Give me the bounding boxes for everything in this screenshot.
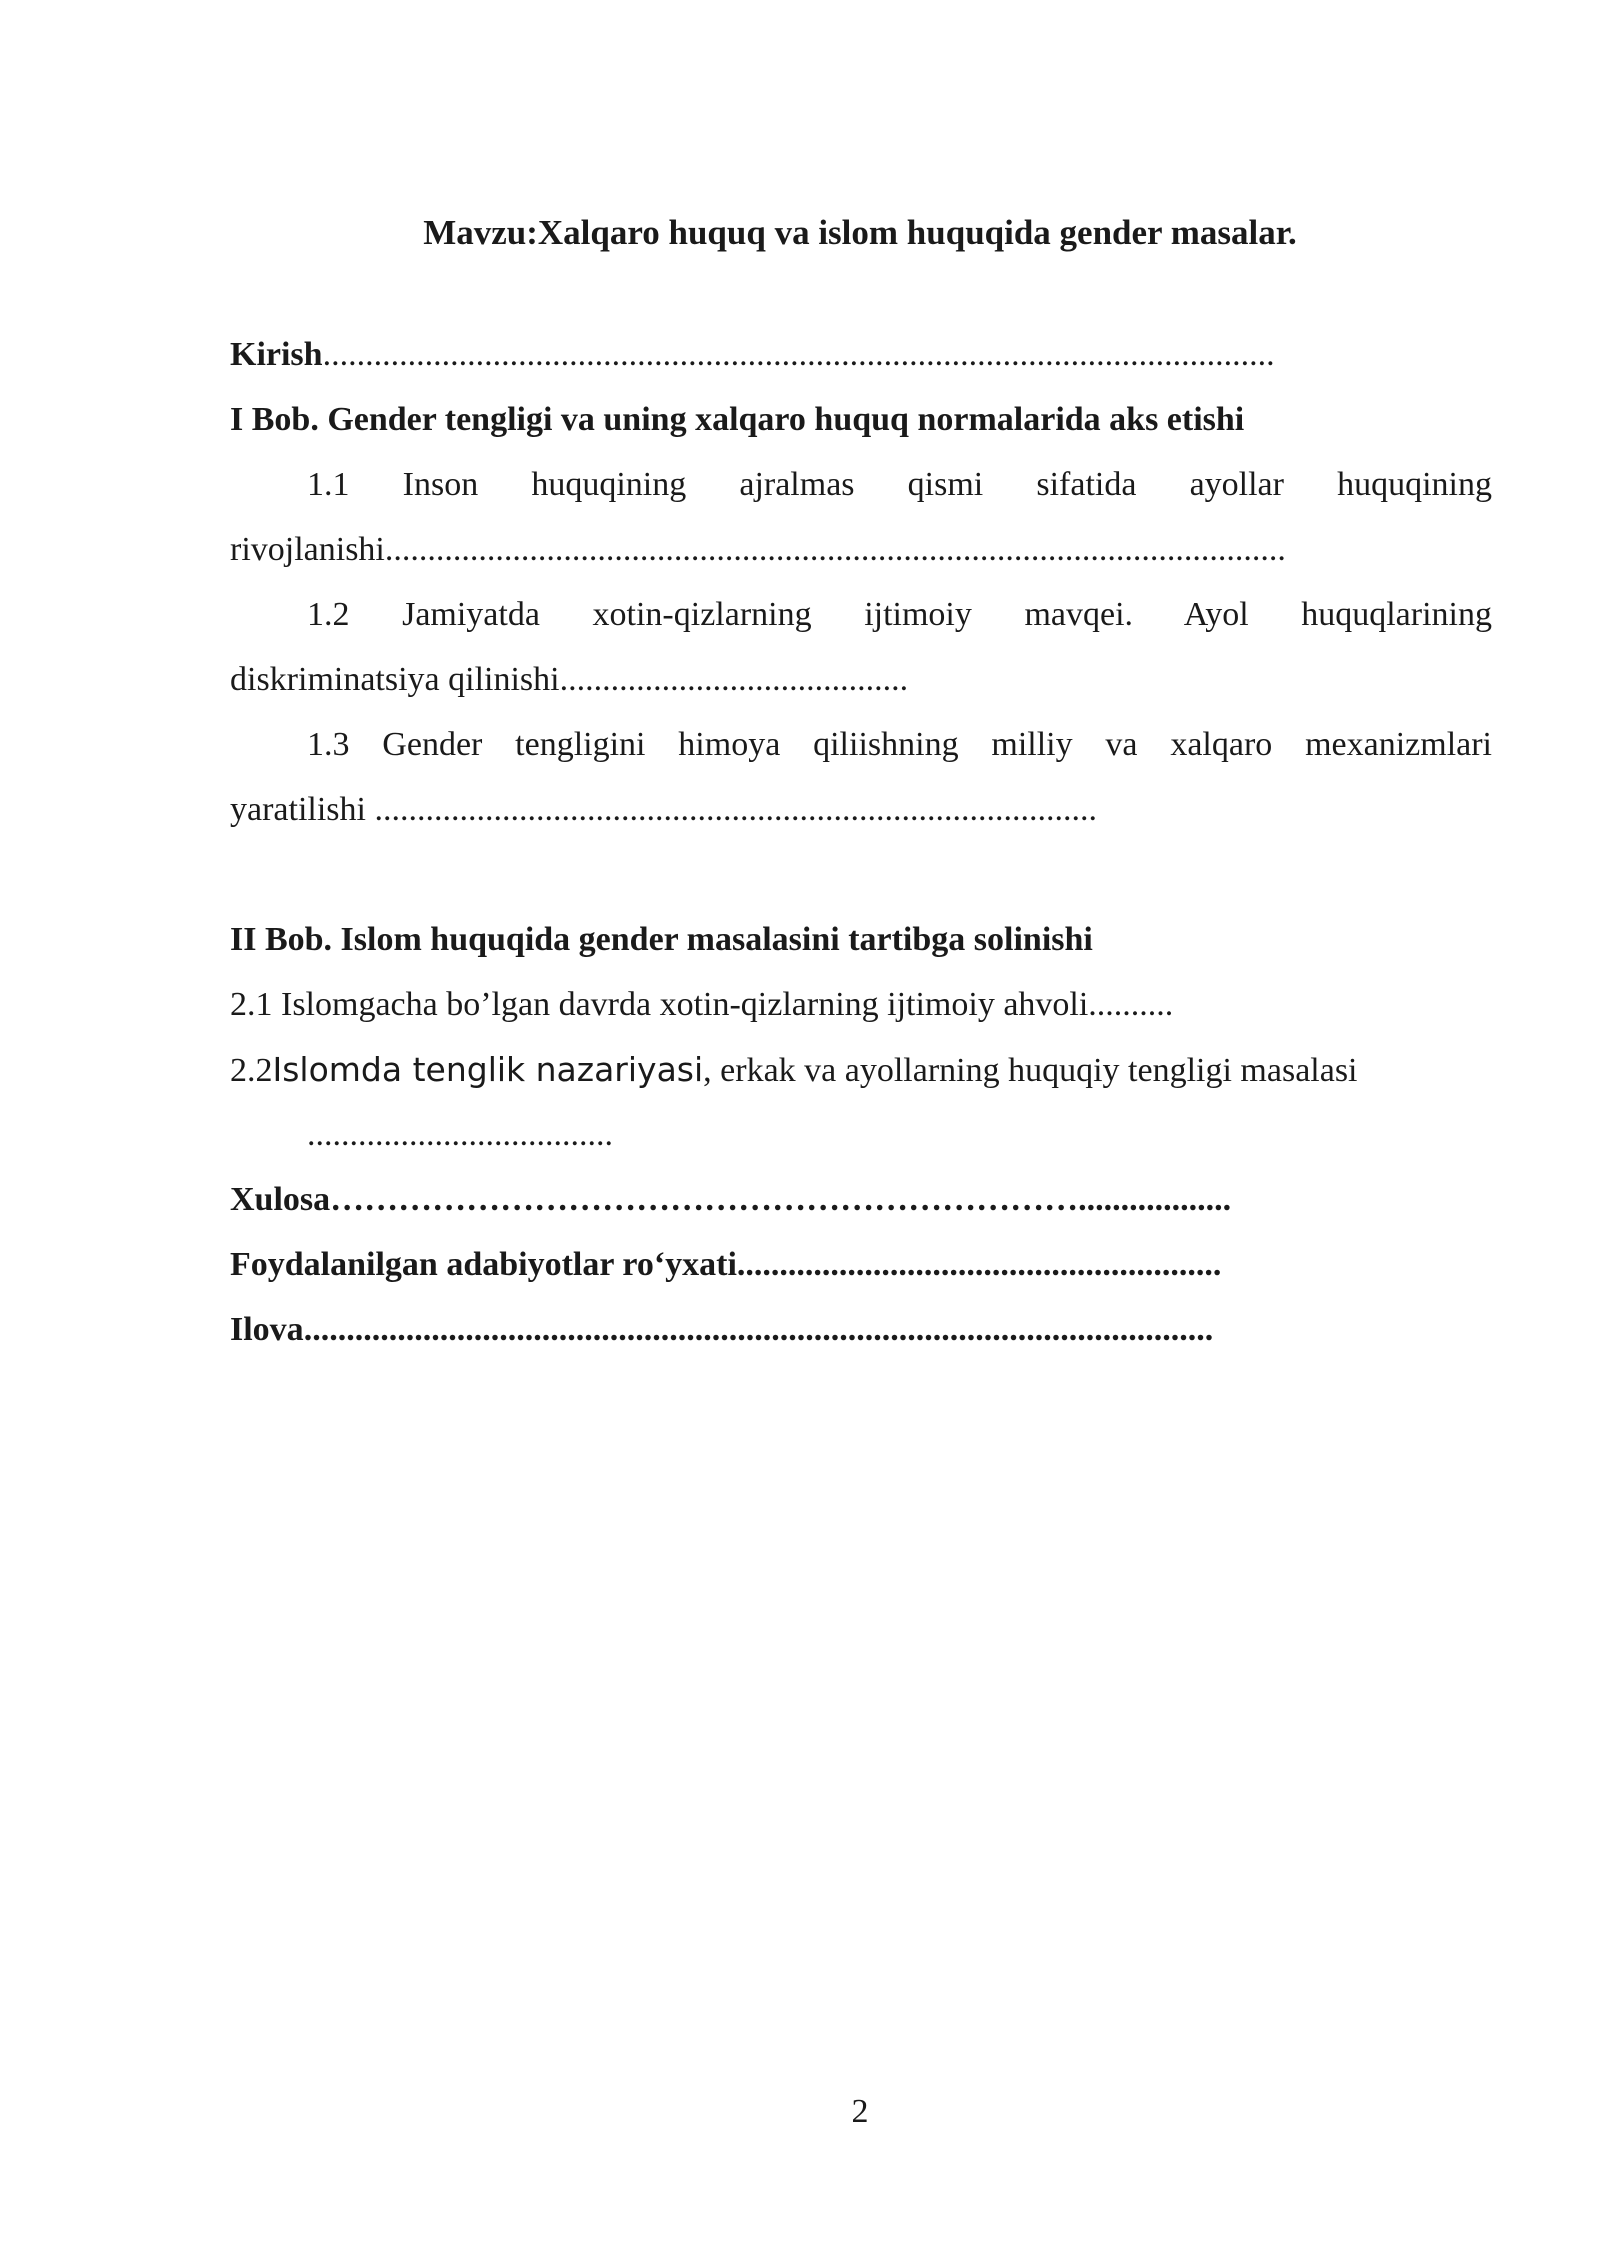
toc-intro-label: Kirish xyxy=(230,336,323,373)
toc-intro-leader: ................................................................................................................ xyxy=(322,336,1275,373)
toc-references-leader: ......................................................... xyxy=(736,1246,1222,1283)
toc-section-1-1-line-1: 1.1 Inson huquqining ajralmas qismi sifatida ayollar huquqining xyxy=(307,466,1492,503)
toc-spacer xyxy=(230,842,1492,907)
toc-section-1-2-line-2: diskriminatsiya qilinishi......................................... xyxy=(230,661,909,698)
toc-appendix-leader: ........................................................................................................... xyxy=(303,1311,1214,1348)
toc-references-label: Foydalanilgan adabiyotlar ro‘yxati xyxy=(230,1246,737,1283)
toc-conclusion-label: Xulosa xyxy=(230,1181,331,1218)
toc-appendix-label: Ilova xyxy=(230,1311,304,1348)
toc-entry-appendix xyxy=(230,1297,1492,1362)
document-title: Mavzu:Xalqaro huquq va islom huquqida gender masalar. xyxy=(423,213,1297,252)
toc-section-2-2 xyxy=(230,1037,1492,1102)
toc-entry-intro xyxy=(230,322,1492,387)
toc-chapter-1: I Bob. Gender tengligi va uning xalqaro huquq normalarida aks etishi xyxy=(230,401,1245,438)
toc-section-1-3-line-2: yaratilishi ..................................................................................... xyxy=(230,791,1097,828)
toc-section-1-3-line-1: 1.3 Gender tengligini himoya qiliishning milliy va xalqaro mexanizmlari xyxy=(307,726,1492,763)
toc-entry-references xyxy=(230,1232,1492,1297)
toc-section-1-2-line-1: 1.2 Jamiyatda xotin-qizlarning ijtimoiy mavqei. Ayol huquqlarining xyxy=(307,596,1492,633)
toc-section-2-2-leader: .................................... xyxy=(307,1116,613,1153)
toc-section-2-2-number: 2.2 xyxy=(230,1052,273,1089)
toc-section-2-2-title-sans: Islomda tenglik nazariyasi xyxy=(272,1050,704,1089)
toc-chapter-2: II Bob. Islom huquqida gender masalasini tartibga solinishi xyxy=(230,921,1093,958)
toc-section-2-2-title-rest: , erkak va ayollarning huquqiy tengligi masalasi xyxy=(703,1052,1358,1089)
table-of-contents xyxy=(230,322,1492,1362)
page-number: 2 xyxy=(851,2093,869,2130)
toc-section-2-1: 2.1 Islomgacha bo’lgan davrda xotin-qizlarning ijtimoiy ahvoli.......... xyxy=(230,986,1174,1023)
toc-conclusion-leader: ………………………………………………………….................. xyxy=(330,1181,1232,1218)
toc-section-1-1-line-2: rivojlanishi.......................................................................................................... xyxy=(230,531,1286,568)
toc-entry-conclusion xyxy=(230,1167,1492,1232)
